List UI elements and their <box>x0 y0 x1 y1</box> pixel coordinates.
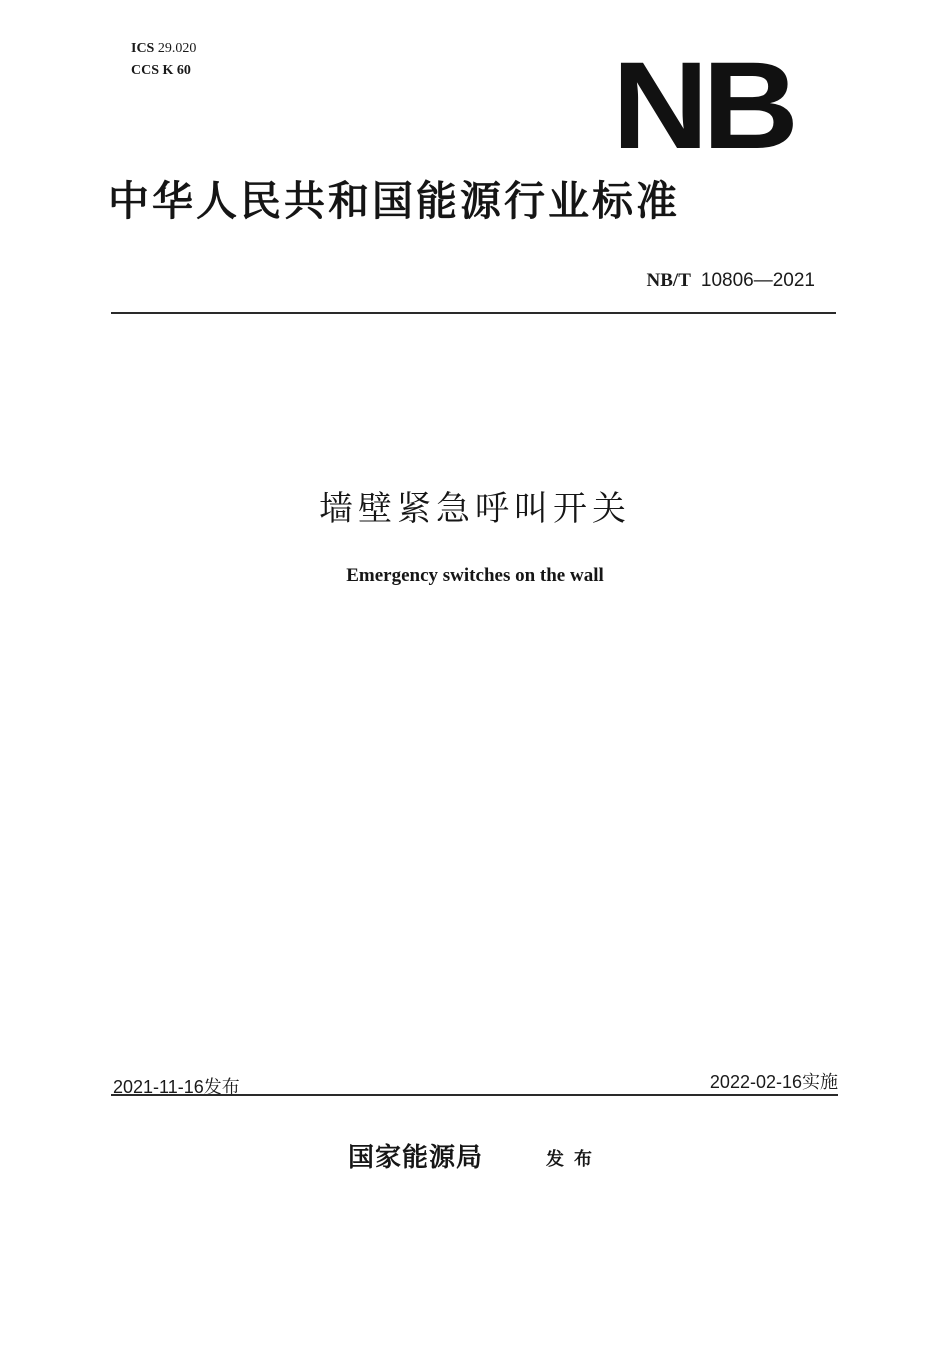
standard-prefix: NB/T <box>646 270 691 291</box>
publish-label: 发布 <box>546 1149 602 1170</box>
ccs-code <box>131 60 196 82</box>
ics-prefix: ICS <box>131 41 155 56</box>
top-divider <box>111 312 836 314</box>
ccs-value: K 60 <box>162 63 191 78</box>
classification-codes <box>131 38 196 82</box>
standard-id: 10806—2021 <box>700 270 815 291</box>
document-title-chinese: 墙壁紧急呼叫开关 <box>319 489 631 529</box>
document-title-english: Emergency switches on the wall <box>346 565 604 586</box>
ccs-prefix: CCS <box>131 63 160 78</box>
agency-title: 中华人民共和国能源行业标准 <box>108 177 680 225</box>
bottom-divider <box>111 1094 838 1096</box>
standard-number <box>647 270 815 292</box>
release-date: 2021-11-16发布 <box>113 1077 240 1097</box>
ics-code <box>131 38 196 60</box>
publisher-name: 国家能源局 <box>348 1143 484 1173</box>
ics-value: 29.020 <box>157 41 197 56</box>
implementation-date: 2022-02-16实施 <box>709 1072 838 1092</box>
nb-logo: NB <box>612 37 793 175</box>
